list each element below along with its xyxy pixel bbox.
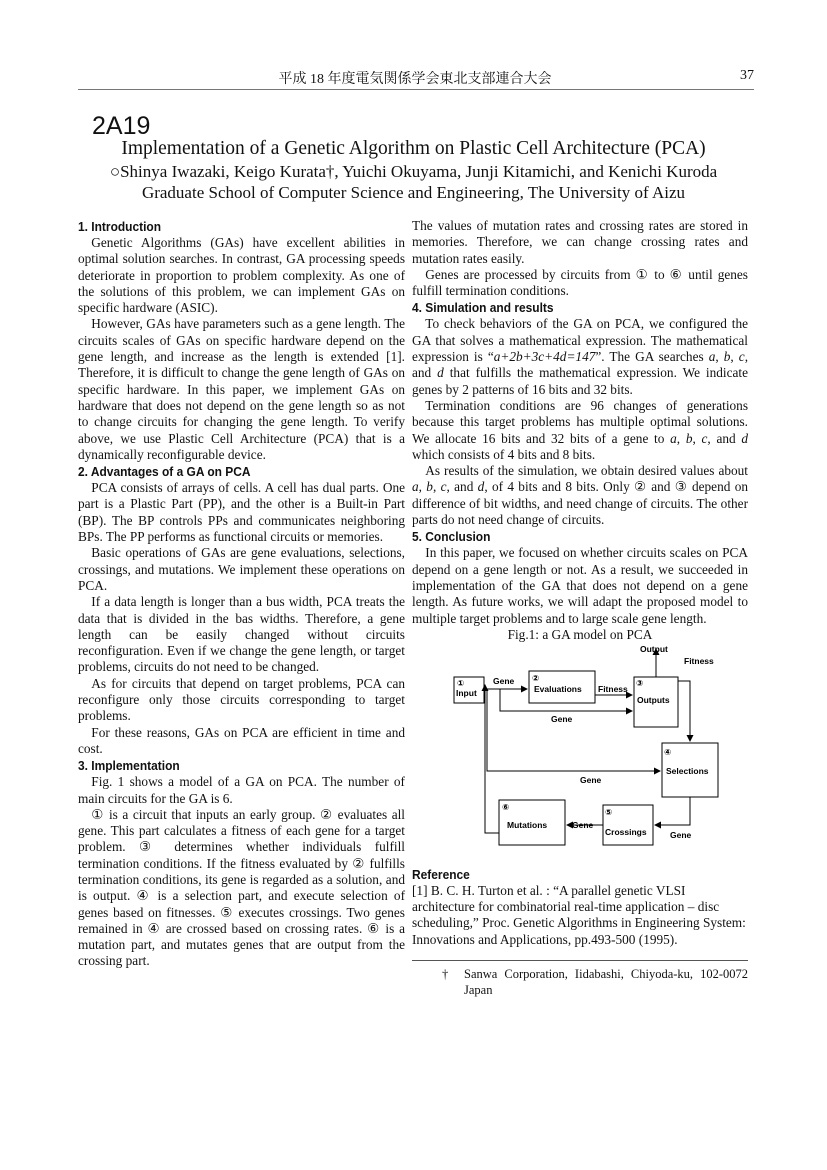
- paragraph: The values of mutation rates and crossing rates are stored in memories. Therefore, we can change crossing rates and mutation rates easily.: [412, 218, 748, 266]
- paragraph: If a data length is longer than a bus width, PCA treats the data that is divided in the bas widths. Therefore, a gene length can be easily changed without circuits reconfiguration. Even if we change the gene length, or target problems, circuits do not need to be changed.: [78, 594, 405, 675]
- variable-a: a: [412, 479, 419, 495]
- math-expression: a+2b+3c+4d=147: [493, 349, 596, 365]
- text-run: ”. The GA searches: [595, 349, 704, 365]
- header-divider: [78, 89, 754, 90]
- variable-c: c: [440, 479, 447, 495]
- mutations-number: ⑥: [502, 801, 510, 812]
- variable-b: b: [426, 479, 433, 495]
- paragraph: As for circuits that depend on target problems, PCA can reconfigure only those circuits corresponding to target problems.: [78, 675, 405, 724]
- text-run: and: [454, 479, 474, 495]
- section-heading-implementation: 3. Implementation: [78, 758, 180, 774]
- figure-caption: Fig.1: a GA model on PCA: [507, 626, 653, 642]
- crossings-number: ⑤: [605, 806, 613, 817]
- text-run: As results of the simulation, we obtain desired values about: [425, 463, 748, 479]
- conference-header: 平成 18 年度電気関係学会東北支部連合大会: [278, 72, 552, 87]
- text-run: and: [716, 430, 736, 446]
- footnote-text: Sanwa Corporation, Iidabashi, Chiyoda-ku, 102-0072 Japan: [464, 967, 748, 997]
- left-column: [78, 218, 405, 970]
- paragraph: In this paper, we focused on whether circuits scales on PCA depend on a gene length or not. As a result, we succeeded in implementation of the GA that does not depend on a gene length. As future works, we will adapt the proposed model to multiple target problems and to large scale gene length.: [412, 545, 748, 626]
- reference-heading: Reference: [412, 866, 470, 882]
- text-run: which consists of 4 bits and 8 bits.: [412, 446, 596, 462]
- paragraph: To check behaviors of the GA on PCA, we configured the GA that solves a mathematical expression. The mathematical expression is “a+2b+3c+4d=147”. The GA searches a, b, c, and d that fulfills the mathematical expression. We indicate genes by 2 patterns of 16 bits and 32 bits.: [412, 316, 749, 397]
- evaluations-number: ②: [532, 672, 540, 683]
- footnote-divider: [412, 960, 748, 961]
- variable-c: c: [701, 430, 708, 446]
- affiliation: Graduate School of Computer Science and Engineering, The University of Aizu: [141, 183, 686, 202]
- gene-label: Gene: [572, 819, 594, 830]
- paragraph: Termination conditions are 96 changes of generations because this target problems has multiple optimal solutions. We allocate 16 bits and 32 bits of a gene to a, b, c, and d which consists of 4 bits and 8 bits.: [412, 397, 749, 462]
- text-run: of 4 bits and 8 bits. Only ② and ③ depend on difference of bit widths, and need change of circuits. The other parts do not need change of circuits.: [412, 479, 748, 528]
- text-run: Termination conditions are 96 changes of generations because this target problems has multiple optimal solutions. We allocate 16 bits and 32 bits of a gene to: [412, 397, 748, 446]
- paragraph: However, GAs have parameters such as a gene length. The circuits scales of GAs on specific hardware depend on the gene length, and increase as the length is extended [1]. Therefore, it is difficult to change the gene length of GAs on specific hardware. In this paper, we implement GAs on hardware that does not depend on the gene length so as not to change circuits for changing the gene length. To verify above, we use Plastic Cell Architecture (PCA) that is a dynamically reconfigurable device.: [78, 316, 405, 462]
- gene-label: Gene: [551, 713, 573, 724]
- selections-number: ④: [664, 746, 672, 757]
- paragraph: ① is a circuit that inputs an early group. ② evaluates all gene. This part calculates a fitness of each gene for a target problem. ③ determines whether individuals fulfill termination conditions. If the fitness evaluated by ② fulfills termination conditions, its gene is regarded as a solution, and is output. ④ is a selection part, and execute selection of genes based on fitnesses. ⑤ executes crossings. Two genes remained in ④ are crossed based on crossing rates. ⑥ is a mutation part, and mutates genes that are output from the crossing part.: [78, 806, 405, 969]
- variable-b: b: [723, 349, 731, 365]
- page-number: 37: [740, 68, 754, 83]
- reference-item: [1] B. C. H. Turton et al. : “A parallel genetic VLSI architecture for combinatorial real-time application – disc scheduling,” Proc. Genetic Algorithms in Engineering System: Innovations and Applications, pp.493-500 (1995).: [412, 882, 746, 947]
- paragraph: For these reasons, GAs on PCA are efficient in time and cost.: [78, 724, 405, 756]
- paragraph: Fig. 1 shows a model of a GA on PCA. The number of main circuits for the GA is 6.: [78, 774, 405, 806]
- section-heading-advantages: 2. Advantages of a GA on PCA: [78, 464, 251, 480]
- section-heading-simulation: 4. Simulation and results: [412, 300, 554, 316]
- paper-id: 2A19: [92, 112, 151, 140]
- footnote-mark: †: [442, 967, 449, 982]
- crossings-label: Crossings: [605, 826, 647, 837]
- section-heading-introduction: 1. Introduction: [78, 219, 162, 234]
- paragraph: Basic operations of GAs are gene evaluations, selections, crossings, and mutations. We implement these operations on PCA.: [78, 545, 405, 593]
- text-run: To check behaviors of the GA on PCA, we configured the GA that solves a mathematical expression. The mathematical expression is “: [412, 316, 748, 365]
- output-label: Output: [640, 643, 668, 654]
- footnote: [412, 967, 748, 998]
- variable-a: a: [708, 349, 716, 365]
- text-run: that fulfills the mathematical expression. We indicate genes by 2 patterns of 16 bits and 32 bits.: [412, 365, 748, 397]
- section-heading-conclusion: 5. Conclusion: [412, 529, 491, 545]
- variable-b: b: [685, 430, 693, 446]
- fitness-label: Fitness: [684, 655, 714, 666]
- variable-d: d: [437, 365, 444, 381]
- variable-d: d: [741, 430, 749, 446]
- outputs-label: Outputs: [637, 694, 670, 705]
- selections-label: Selections: [666, 765, 709, 776]
- gene-label: Gene: [670, 829, 692, 840]
- paragraph: PCA consists of arrays of cells. A cell has dual parts. One part is a Plastic Part (PP), and the other is a Built-in Part (BP). The BP controls PPs and communicates neighboring BPs. The PP performs as functional circuits or memories.: [78, 480, 405, 545]
- paragraph: Genetic Algorithms (GAs) have excellent abilities in optimal solution searches. In contrast, GA processing speeds deteriorate in proportion to problem complexity. As one of the solutions of this problem, we can implement GAs on specific hardware (ASIC).: [78, 235, 405, 316]
- gene-label: Gene: [580, 774, 602, 785]
- input-label: Input: [456, 687, 477, 698]
- mutations-label: Mutations: [507, 819, 548, 830]
- right-column: [412, 218, 748, 998]
- outputs-number: ③: [636, 677, 644, 688]
- input-number: ①: [457, 677, 465, 688]
- fitness-label: Fitness: [598, 683, 628, 694]
- gene-label: Gene: [493, 675, 515, 686]
- paragraph: Genes are processed by circuits from ① to ⑥ until genes fulfill termination conditions.: [412, 266, 748, 299]
- paragraph: As results of the simulation, we obtain desired values about a, b, c, and d, of 4 bits and 8 bits. Only ② and ③ depend on difference of bit widths, and need change of circuits. The other parts do not need change of circuits.: [412, 463, 748, 528]
- variable-a: a: [670, 430, 677, 446]
- ga-model-figure: [412, 643, 748, 858]
- variable-c: c: [738, 349, 745, 365]
- evaluations-label: Evaluations: [534, 683, 582, 694]
- text-run: and: [412, 365, 432, 381]
- author-list: ○Shinya Iwazaki, Keigo Kurata†, Yuichi Okuyama, Junji Kitamichi, and Kenichi Kuroda: [109, 162, 718, 181]
- paper-title: Implementation of a Genetic Algorithm on Plastic Cell Architecture (PCA): [121, 138, 706, 159]
- variable-d: d: [477, 479, 485, 495]
